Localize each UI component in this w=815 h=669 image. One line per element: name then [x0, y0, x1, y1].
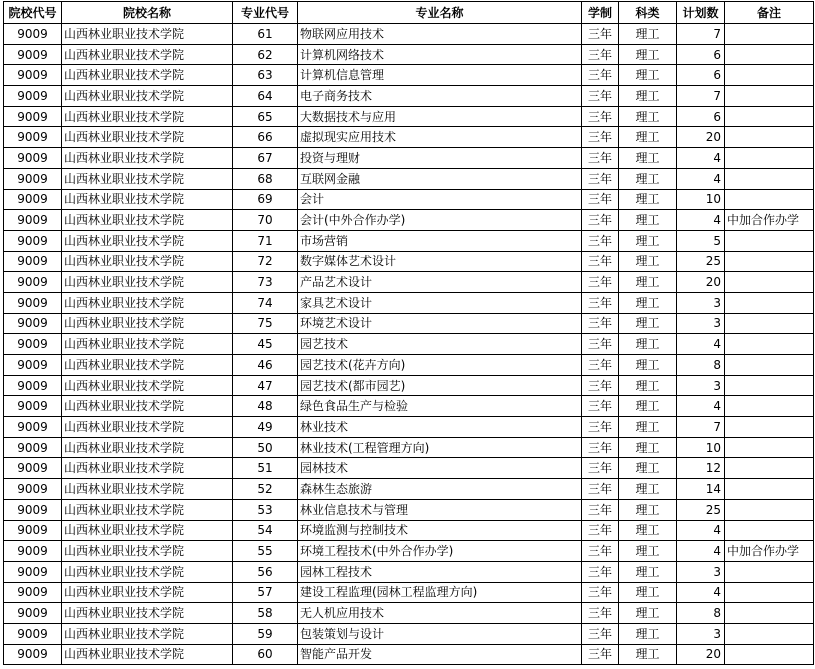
cell-major-name: 环境工程技术(中外合作办学) — [298, 541, 582, 562]
cell-major-name: 建设工程监理(园林工程监理方向) — [298, 583, 582, 604]
cell-note — [725, 396, 814, 417]
cell-major-code: 73 — [233, 272, 298, 293]
cell-major-code: 74 — [233, 293, 298, 314]
cell-note — [725, 583, 814, 604]
cell-school-name: 山西林业职业技术学院 — [62, 86, 233, 107]
cell-plan-count: 14 — [677, 479, 725, 500]
cell-category: 理工 — [619, 334, 677, 355]
cell-school-name: 山西林业职业技术学院 — [62, 45, 233, 66]
admission-plan-table — [3, 1, 814, 665]
cell-note — [725, 355, 814, 376]
cell-note — [725, 438, 814, 459]
cell-major-code: 51 — [233, 458, 298, 479]
cell-duration: 三年 — [582, 293, 619, 314]
cell-note — [725, 521, 814, 542]
cell-note — [725, 252, 814, 273]
cell-plan-count: 5 — [677, 231, 725, 252]
cell-major-name: 林业技术(工程管理方向) — [298, 438, 582, 459]
cell-major-name: 林业信息技术与管理 — [298, 500, 582, 521]
header-school-code: 院校代号 — [4, 2, 62, 24]
cell-school-name: 山西林业职业技术学院 — [62, 500, 233, 521]
cell-major-name: 会计 — [298, 190, 582, 211]
cell-school-name: 山西林业职业技术学院 — [62, 65, 233, 86]
header-major-name: 专业名称 — [298, 2, 582, 24]
cell-note — [725, 562, 814, 583]
cell-major-name: 环境艺术设计 — [298, 314, 582, 335]
cell-duration: 三年 — [582, 603, 619, 624]
cell-school-code: 9009 — [4, 314, 62, 335]
cell-category: 理工 — [619, 169, 677, 190]
cell-duration: 三年 — [582, 65, 619, 86]
cell-school-code: 9009 — [4, 417, 62, 438]
cell-school-code: 9009 — [4, 500, 62, 521]
cell-major-code: 48 — [233, 396, 298, 417]
cell-school-name: 山西林业职业技术学院 — [62, 479, 233, 500]
cell-plan-count: 4 — [677, 334, 725, 355]
cell-plan-count: 20 — [677, 272, 725, 293]
cell-duration: 三年 — [582, 334, 619, 355]
cell-major-code: 67 — [233, 148, 298, 169]
cell-school-name: 山西林业职业技术学院 — [62, 293, 233, 314]
cell-school-code: 9009 — [4, 231, 62, 252]
cell-school-code: 9009 — [4, 562, 62, 583]
header-category: 科类 — [619, 2, 677, 24]
cell-duration: 三年 — [582, 45, 619, 66]
header-school-name: 院校名称 — [62, 2, 233, 24]
cell-school-name: 山西林业职业技术学院 — [62, 210, 233, 231]
cell-note — [725, 127, 814, 148]
cell-category: 理工 — [619, 210, 677, 231]
cell-plan-count: 4 — [677, 583, 725, 604]
cell-school-code: 9009 — [4, 252, 62, 273]
cell-duration: 三年 — [582, 148, 619, 169]
cell-school-code: 9009 — [4, 438, 62, 459]
cell-note — [725, 479, 814, 500]
cell-plan-count: 25 — [677, 252, 725, 273]
cell-major-code: 57 — [233, 583, 298, 604]
cell-major-name: 园艺技术 — [298, 334, 582, 355]
cell-school-code: 9009 — [4, 396, 62, 417]
cell-category: 理工 — [619, 293, 677, 314]
cell-school-code: 9009 — [4, 541, 62, 562]
cell-major-code: 45 — [233, 334, 298, 355]
cell-major-name: 林业技术 — [298, 417, 582, 438]
cell-duration: 三年 — [582, 355, 619, 376]
cell-school-code: 9009 — [4, 86, 62, 107]
cell-category: 理工 — [619, 396, 677, 417]
cell-major-code: 47 — [233, 376, 298, 397]
cell-school-code: 9009 — [4, 376, 62, 397]
cell-note: 中加合作办学 — [725, 541, 814, 562]
cell-major-code: 46 — [233, 355, 298, 376]
cell-duration: 三年 — [582, 376, 619, 397]
cell-plan-count: 6 — [677, 45, 725, 66]
cell-duration: 三年 — [582, 272, 619, 293]
cell-duration: 三年 — [582, 210, 619, 231]
cell-note — [725, 65, 814, 86]
cell-major-code: 65 — [233, 107, 298, 128]
cell-duration: 三年 — [582, 190, 619, 211]
cell-major-code: 59 — [233, 624, 298, 645]
header-duration: 学制 — [582, 2, 619, 24]
cell-note — [725, 293, 814, 314]
cell-category: 理工 — [619, 127, 677, 148]
cell-plan-count: 4 — [677, 148, 725, 169]
cell-school-code: 9009 — [4, 334, 62, 355]
cell-plan-count: 3 — [677, 562, 725, 583]
cell-category: 理工 — [619, 500, 677, 521]
cell-plan-count: 3 — [677, 293, 725, 314]
cell-major-name: 互联网金融 — [298, 169, 582, 190]
cell-note — [725, 458, 814, 479]
cell-plan-count: 10 — [677, 190, 725, 211]
cell-category: 理工 — [619, 645, 677, 666]
cell-plan-count: 20 — [677, 127, 725, 148]
cell-category: 理工 — [619, 190, 677, 211]
cell-major-code: 61 — [233, 24, 298, 45]
cell-school-code: 9009 — [4, 169, 62, 190]
cell-major-name: 虚拟现实应用技术 — [298, 127, 582, 148]
cell-major-name: 物联网应用技术 — [298, 24, 582, 45]
cell-category: 理工 — [619, 252, 677, 273]
cell-plan-count: 4 — [677, 541, 725, 562]
cell-major-code: 66 — [233, 127, 298, 148]
cell-note — [725, 24, 814, 45]
cell-note — [725, 45, 814, 66]
cell-plan-count: 3 — [677, 624, 725, 645]
cell-major-name: 无人机应用技术 — [298, 603, 582, 624]
cell-note — [725, 417, 814, 438]
cell-note — [725, 645, 814, 666]
cell-category: 理工 — [619, 624, 677, 645]
cell-plan-count: 4 — [677, 210, 725, 231]
cell-major-name: 绿色食品生产与检验 — [298, 396, 582, 417]
cell-duration: 三年 — [582, 541, 619, 562]
cell-school-name: 山西林业职业技术学院 — [62, 521, 233, 542]
cell-major-code: 71 — [233, 231, 298, 252]
cell-school-code: 9009 — [4, 190, 62, 211]
cell-plan-count: 8 — [677, 603, 725, 624]
cell-major-code: 56 — [233, 562, 298, 583]
cell-major-code: 69 — [233, 190, 298, 211]
cell-school-code: 9009 — [4, 148, 62, 169]
cell-school-name: 山西林业职业技术学院 — [62, 107, 233, 128]
cell-school-name: 山西林业职业技术学院 — [62, 355, 233, 376]
cell-plan-count: 3 — [677, 376, 725, 397]
cell-duration: 三年 — [582, 479, 619, 500]
cell-major-code: 52 — [233, 479, 298, 500]
cell-major-name: 家具艺术设计 — [298, 293, 582, 314]
cell-school-code: 9009 — [4, 65, 62, 86]
cell-school-name: 山西林业职业技术学院 — [62, 396, 233, 417]
cell-category: 理工 — [619, 417, 677, 438]
cell-category: 理工 — [619, 562, 677, 583]
cell-duration: 三年 — [582, 396, 619, 417]
cell-school-code: 9009 — [4, 45, 62, 66]
cell-school-code: 9009 — [4, 479, 62, 500]
cell-school-name: 山西林业职业技术学院 — [62, 231, 233, 252]
cell-school-name: 山西林业职业技术学院 — [62, 314, 233, 335]
cell-category: 理工 — [619, 148, 677, 169]
cell-school-name: 山西林业职业技术学院 — [62, 24, 233, 45]
cell-school-code: 9009 — [4, 293, 62, 314]
cell-major-name: 环境监测与控制技术 — [298, 521, 582, 542]
cell-school-code: 9009 — [4, 24, 62, 45]
cell-school-name: 山西林业职业技术学院 — [62, 148, 233, 169]
cell-major-code: 70 — [233, 210, 298, 231]
cell-school-name: 山西林业职业技术学院 — [62, 438, 233, 459]
cell-major-name: 园林工程技术 — [298, 562, 582, 583]
cell-category: 理工 — [619, 355, 677, 376]
cell-plan-count: 6 — [677, 65, 725, 86]
cell-duration: 三年 — [582, 624, 619, 645]
cell-school-name: 山西林业职业技术学院 — [62, 334, 233, 355]
cell-major-code: 60 — [233, 645, 298, 666]
cell-major-code: 49 — [233, 417, 298, 438]
cell-major-name: 计算机信息管理 — [298, 65, 582, 86]
cell-category: 理工 — [619, 272, 677, 293]
cell-duration: 三年 — [582, 583, 619, 604]
cell-major-name: 市场营销 — [298, 231, 582, 252]
cell-plan-count: 7 — [677, 24, 725, 45]
header-major-code: 专业代号 — [233, 2, 298, 24]
cell-note — [725, 231, 814, 252]
cell-school-code: 9009 — [4, 603, 62, 624]
cell-plan-count: 4 — [677, 169, 725, 190]
cell-note — [725, 86, 814, 107]
cell-major-name: 森林生态旅游 — [298, 479, 582, 500]
cell-major-name: 计算机网络技术 — [298, 45, 582, 66]
cell-duration: 三年 — [582, 500, 619, 521]
cell-school-name: 山西林业职业技术学院 — [62, 603, 233, 624]
cell-duration: 三年 — [582, 314, 619, 335]
cell-note — [725, 314, 814, 335]
cell-category: 理工 — [619, 314, 677, 335]
cell-school-name: 山西林业职业技术学院 — [62, 583, 233, 604]
cell-school-name: 山西林业职业技术学院 — [62, 645, 233, 666]
cell-category: 理工 — [619, 376, 677, 397]
cell-major-code: 75 — [233, 314, 298, 335]
cell-school-name: 山西林业职业技术学院 — [62, 376, 233, 397]
cell-major-name: 园艺技术(花卉方向) — [298, 355, 582, 376]
cell-note — [725, 603, 814, 624]
cell-note — [725, 169, 814, 190]
cell-category: 理工 — [619, 438, 677, 459]
cell-duration: 三年 — [582, 458, 619, 479]
cell-duration: 三年 — [582, 107, 619, 128]
cell-school-code: 9009 — [4, 272, 62, 293]
cell-school-name: 山西林业职业技术学院 — [62, 252, 233, 273]
cell-plan-count: 12 — [677, 458, 725, 479]
cell-plan-count: 8 — [677, 355, 725, 376]
cell-category: 理工 — [619, 541, 677, 562]
cell-category: 理工 — [619, 583, 677, 604]
cell-duration: 三年 — [582, 127, 619, 148]
cell-major-code: 53 — [233, 500, 298, 521]
cell-category: 理工 — [619, 458, 677, 479]
cell-major-name: 园艺技术(都市园艺) — [298, 376, 582, 397]
cell-plan-count: 20 — [677, 645, 725, 666]
cell-major-name: 会计(中外合作办学) — [298, 210, 582, 231]
cell-note — [725, 272, 814, 293]
cell-category: 理工 — [619, 479, 677, 500]
cell-major-code: 63 — [233, 65, 298, 86]
cell-plan-count: 7 — [677, 86, 725, 107]
cell-plan-count: 4 — [677, 521, 725, 542]
cell-school-name: 山西林业职业技术学院 — [62, 272, 233, 293]
cell-school-name: 山西林业职业技术学院 — [62, 562, 233, 583]
cell-school-code: 9009 — [4, 645, 62, 666]
cell-note — [725, 107, 814, 128]
cell-school-name: 山西林业职业技术学院 — [62, 458, 233, 479]
cell-category: 理工 — [619, 86, 677, 107]
cell-duration: 三年 — [582, 252, 619, 273]
cell-major-code: 72 — [233, 252, 298, 273]
cell-plan-count: 4 — [677, 396, 725, 417]
cell-note — [725, 148, 814, 169]
cell-school-code: 9009 — [4, 521, 62, 542]
cell-school-code: 9009 — [4, 127, 62, 148]
cell-major-code: 50 — [233, 438, 298, 459]
cell-plan-count: 10 — [677, 438, 725, 459]
cell-school-name: 山西林业职业技术学院 — [62, 624, 233, 645]
cell-plan-count: 7 — [677, 417, 725, 438]
cell-note: 中加合作办学 — [725, 210, 814, 231]
cell-major-name: 大数据技术与应用 — [298, 107, 582, 128]
cell-category: 理工 — [619, 231, 677, 252]
cell-note — [725, 190, 814, 211]
cell-school-name: 山西林业职业技术学院 — [62, 127, 233, 148]
cell-duration: 三年 — [582, 231, 619, 252]
cell-duration: 三年 — [582, 417, 619, 438]
cell-note — [725, 376, 814, 397]
cell-major-name: 包装策划与设计 — [298, 624, 582, 645]
cell-category: 理工 — [619, 45, 677, 66]
cell-category: 理工 — [619, 603, 677, 624]
cell-school-code: 9009 — [4, 583, 62, 604]
cell-major-name: 投资与理财 — [298, 148, 582, 169]
cell-school-code: 9009 — [4, 624, 62, 645]
cell-major-code: 62 — [233, 45, 298, 66]
cell-category: 理工 — [619, 521, 677, 542]
cell-school-name: 山西林业职业技术学院 — [62, 169, 233, 190]
cell-major-code: 58 — [233, 603, 298, 624]
cell-category: 理工 — [619, 65, 677, 86]
cell-note — [725, 624, 814, 645]
cell-duration: 三年 — [582, 169, 619, 190]
cell-school-code: 9009 — [4, 458, 62, 479]
header-note: 备注 — [725, 2, 814, 24]
cell-school-code: 9009 — [4, 210, 62, 231]
cell-category: 理工 — [619, 24, 677, 45]
cell-school-code: 9009 — [4, 355, 62, 376]
cell-major-name: 电子商务技术 — [298, 86, 582, 107]
cell-duration: 三年 — [582, 86, 619, 107]
cell-plan-count: 6 — [677, 107, 725, 128]
cell-plan-count: 25 — [677, 500, 725, 521]
header-plan-count: 计划数 — [677, 2, 725, 24]
cell-major-name: 数字媒体艺术设计 — [298, 252, 582, 273]
cell-duration: 三年 — [582, 438, 619, 459]
cell-duration: 三年 — [582, 645, 619, 666]
cell-major-name: 园林技术 — [298, 458, 582, 479]
cell-major-code: 55 — [233, 541, 298, 562]
cell-school-name: 山西林业职业技术学院 — [62, 541, 233, 562]
cell-major-name: 产品艺术设计 — [298, 272, 582, 293]
cell-category: 理工 — [619, 107, 677, 128]
cell-school-name: 山西林业职业技术学院 — [62, 417, 233, 438]
cell-school-name: 山西林业职业技术学院 — [62, 190, 233, 211]
cell-note — [725, 500, 814, 521]
cell-major-code: 54 — [233, 521, 298, 542]
cell-major-code: 68 — [233, 169, 298, 190]
cell-major-code: 64 — [233, 86, 298, 107]
cell-duration: 三年 — [582, 562, 619, 583]
cell-duration: 三年 — [582, 521, 619, 542]
cell-duration: 三年 — [582, 24, 619, 45]
cell-plan-count: 3 — [677, 314, 725, 335]
cell-school-code: 9009 — [4, 107, 62, 128]
cell-major-name: 智能产品开发 — [298, 645, 582, 666]
cell-note — [725, 334, 814, 355]
